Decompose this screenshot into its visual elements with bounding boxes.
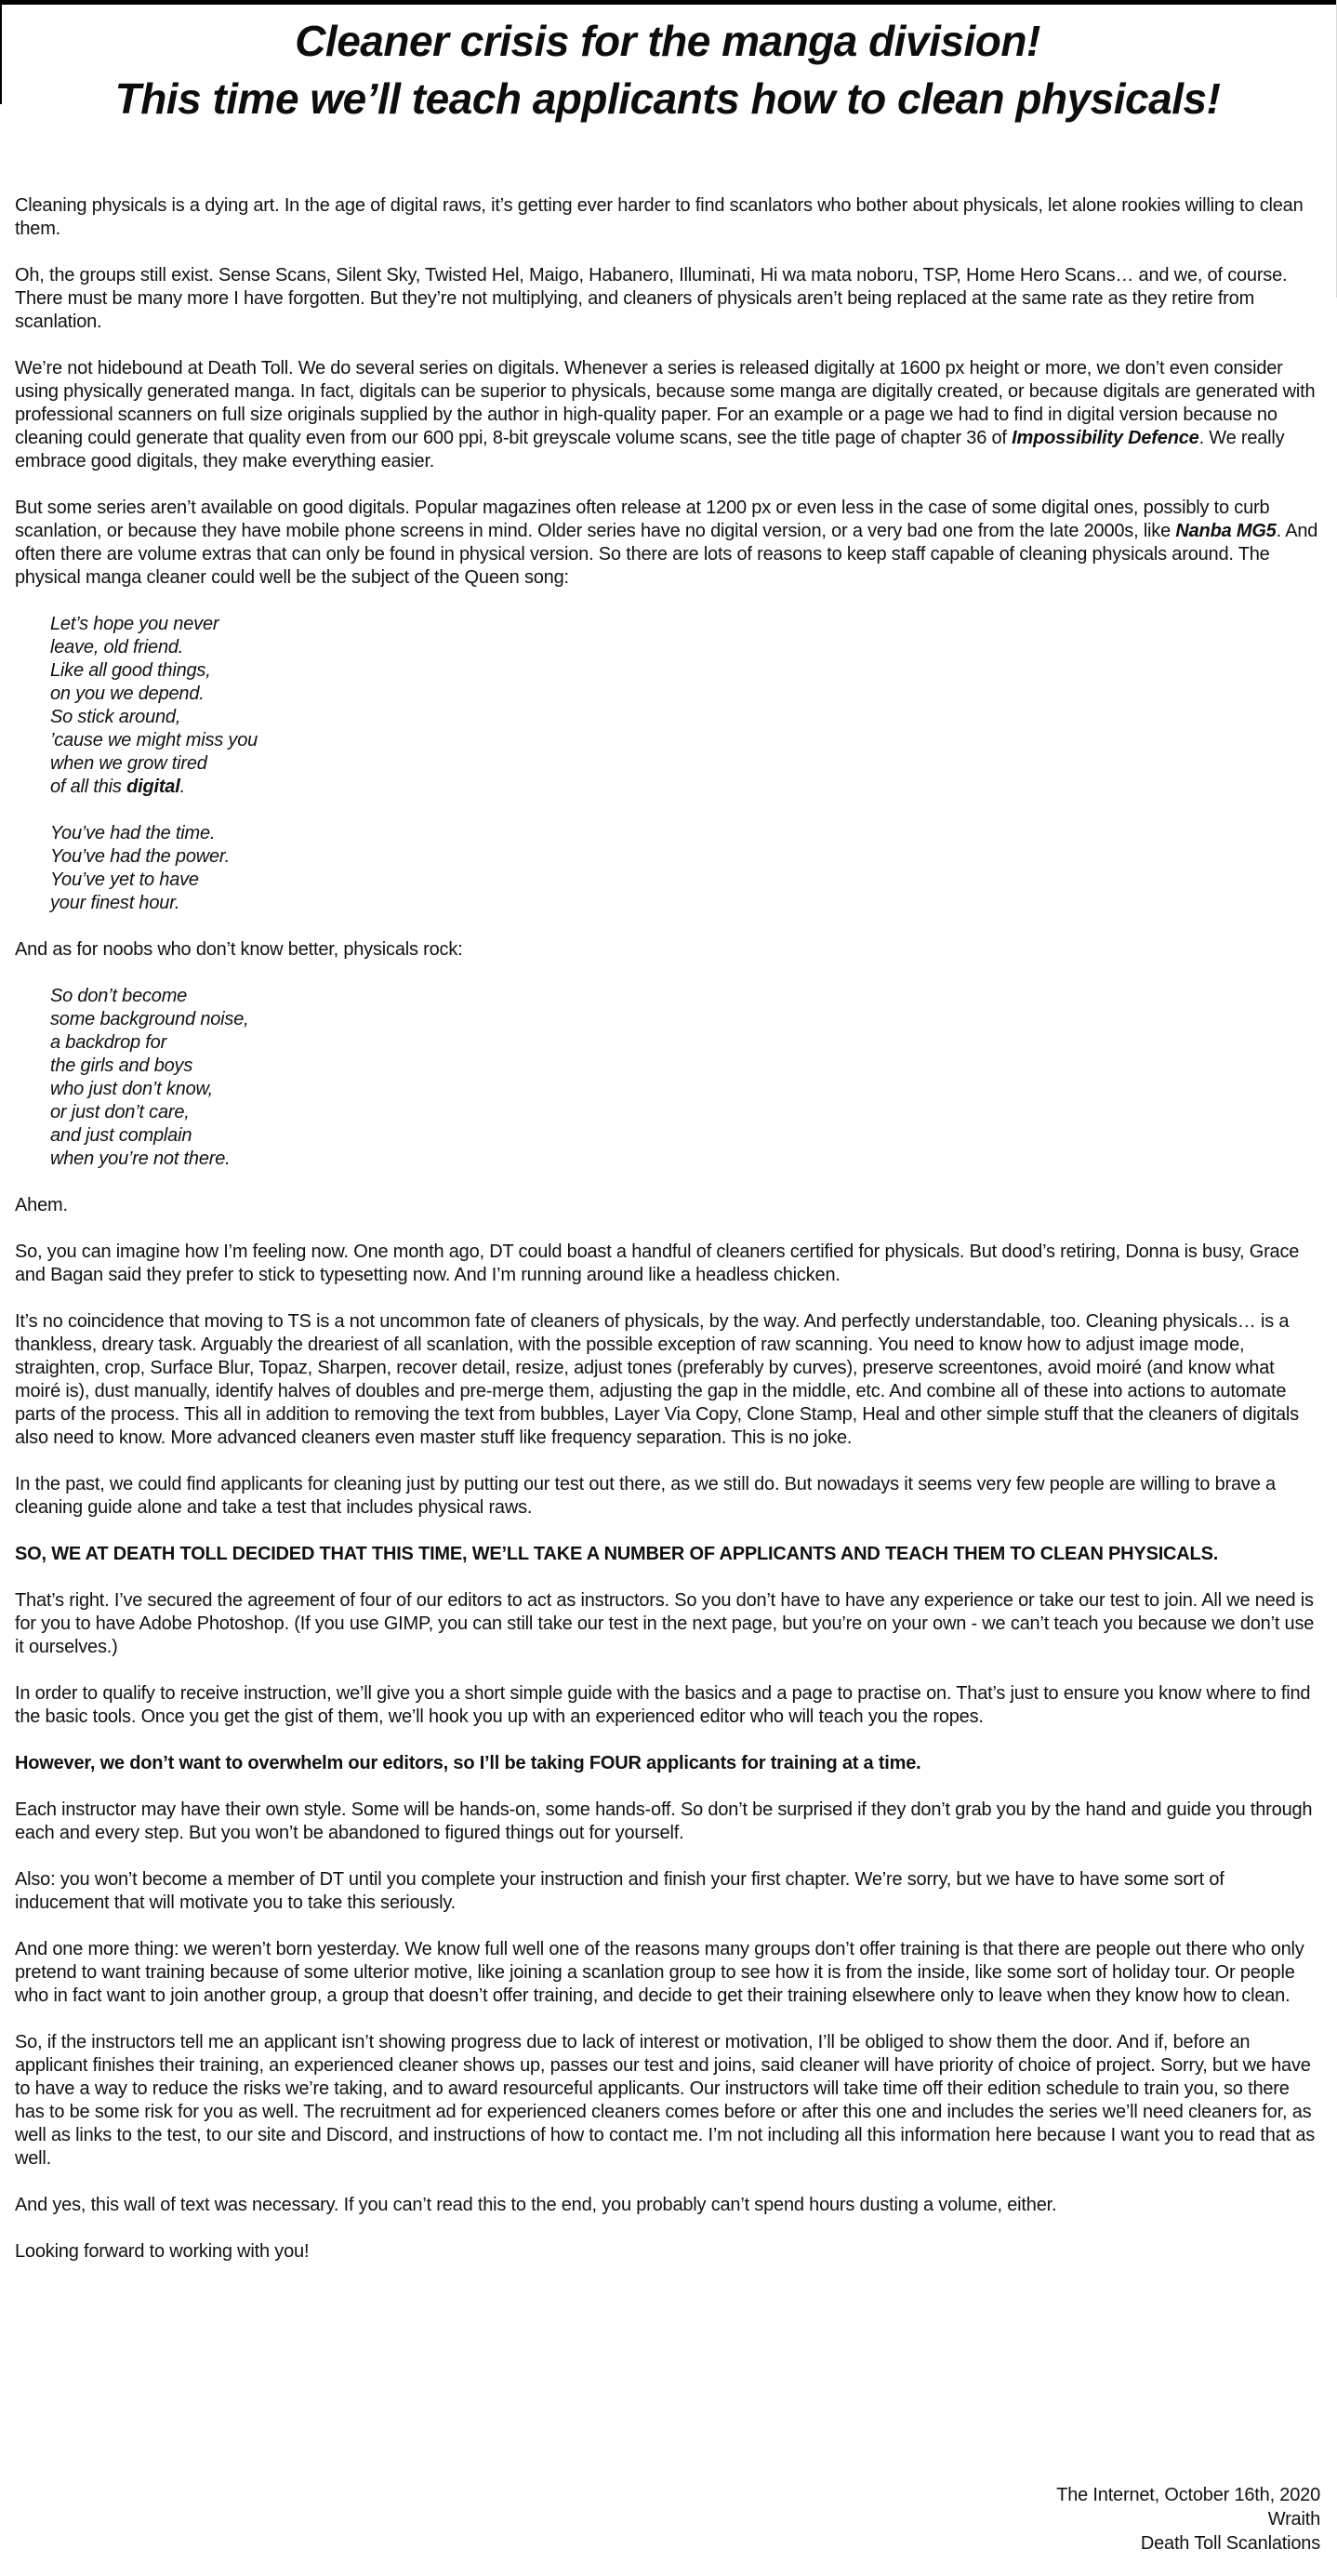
paragraph bbox=[15, 1310, 1320, 1450]
text-run: and just complain bbox=[50, 1125, 192, 1146]
paragraph bbox=[15, 2031, 1320, 2171]
text-run: the girls and boys bbox=[50, 1056, 193, 1076]
text-run: So don’t become bbox=[50, 986, 188, 1006]
quote-block bbox=[15, 822, 1320, 915]
paragraph bbox=[15, 497, 1320, 590]
paragraph bbox=[15, 1682, 1320, 1729]
text-run: on you we depend. bbox=[50, 684, 205, 704]
text-run: Like all good things, bbox=[50, 660, 211, 681]
paragraph bbox=[15, 2240, 1320, 2264]
text-run: In order to qualify to receive instruction, we’ll give you a short simple guide with the basics and a page to practise on. That’s just to ensure you know where to find the basic tools. Once you get the gist of them, we’ll hook you up with an experienced editor who will teach you the ropes. bbox=[15, 1683, 1311, 1727]
paragraph bbox=[15, 1799, 1320, 1845]
text-run: leave, old friend. bbox=[50, 637, 184, 657]
text-run: who just don’t know, bbox=[50, 1079, 213, 1099]
text-run: Nanba MG5 bbox=[1175, 521, 1277, 541]
text-run: a backdrop for bbox=[50, 1032, 167, 1053]
text-run: your finest hour. bbox=[50, 893, 180, 913]
paragraph bbox=[15, 194, 1320, 241]
text-run: We’re not hidebound at Death Toll. We do several series on digitals. Whenever a series is released digitally at 1600 px height or more, we don’t even consider using physically generated manga. In fact, digitals can be superior to physicals, because some manga are digitally created, or because digitals are generated with professional scanners on full size originals supplied by the author in high-quality paper. For an example or a page we had to find in digital version because no cleaning could generate that quality even from our 600 ppi, 8-bit greyscale volume scans, see the title page of chapter 36 of bbox=[15, 358, 1316, 448]
quote-block bbox=[15, 613, 1320, 799]
text-run: However, we don’t want to overwhelm our editors, so I’ll be taking FOUR applicants for training at a time. bbox=[15, 1753, 921, 1773]
text-run: Looking forward to working with you! bbox=[15, 2241, 310, 2262]
text-run: But some series aren’t available on good digitals. Popular magazines often release at 1200 px or even less in the case of some digital ones, possibly to curb scanlation, or because they have mobile phone screens in mind. Older series have no digital version, or a very bad one from the late 2000s, like bbox=[15, 498, 1270, 541]
paragraph bbox=[15, 1868, 1320, 1915]
text-run: . We really embrace good digitals, they make everything easier. bbox=[15, 428, 1285, 471]
text-run: when we grow tired bbox=[50, 753, 207, 774]
text-run: So stick around, bbox=[50, 707, 181, 727]
paragraph bbox=[15, 1194, 1320, 1217]
text-run: So, you can imagine how I’m feeling now. One month ago, DT could boast a handful of cleaners certified for physicals. But dood’s retiring, Donna is busy, Grace and Bagan said they prefer to stick to typesetting now. And I’m running around like a headless chicken. bbox=[15, 1242, 1300, 1285]
signature-line-author: Wraith bbox=[1267, 2509, 1320, 2530]
text-run: when you’re not there. bbox=[50, 1149, 231, 1169]
text-run: SO, WE AT DEATH TOLL DECIDED THAT THIS TIME, WE’LL TAKE A NUMBER OF APPLICANTS AND TEACH THEM TO CLEAN PHYSICALS. bbox=[15, 1544, 1219, 1564]
text-run: It’s no coincidence that moving to TS is a not uncommon fate of cleaners of physicals, by the way. And perfectly understandable, too. Cleaning physicals… is a thankless, dreary task. Arguably the dreariest of all scanlation, with the possible exception of raw scanning. You need to know how to adjust image mode, straighten, crop, Surface Blur, Topaz, Sharpen, recover detail, resize, adjust tones (preferably by curves), preserve screentones, avoid moiré (and know what moiré is), dust manually, identify halves of doubles and pre-merge them, adjusting the gap in the middle, etc. And combine all of these into actions to automate parts of the process. This all in addition to removing the text from bubbles, Layer Via Copy, Clone Stamp, Heal and other simple stuff that the cleaners of digitals also need to know. More advanced cleaners even master stuff like frequency separation. This is no joke. bbox=[15, 1311, 1299, 1448]
paragraph bbox=[15, 1241, 1320, 1287]
text-run: So, if the instructors tell me an applicant isn’t showing progress due to lack of interest or motivation, I’ll be obliged to show them the door. And if, before an applicant finishes their training, an experienced cleaner shows up, passes our test and joins, said cleaner will have priority of choice of project. Sorry, but we have to have a way to reduce the risks we’re taking, and to award resourceful applicants. Our instructors will take time off their edition schedule to train you, so there has to be some risk for you as well. The recruitment ad for experienced cleaners comes before or after this one and includes the series we’ll need cleaners for, as well as links to the test, to our site and Discord, and instructions of how to contact me. I’m not including all this information here because I want you to read that as well. bbox=[15, 2032, 1316, 2169]
text-run: Each instructor may have their own style. Some will be hands-on, some hands-off. So don’t be surprised if they don’t grab you by the hand and guide you through each and every step. But you won’t be abandoned to figured things out for yourself. bbox=[15, 1799, 1313, 1843]
page-title bbox=[15, 12, 1320, 127]
text-run: . And often there are volume extras that can only be found in physical version. So there are lots of reasons to keep staff capable of cleaning physicals around. The physical manga cleaner could well be the subject of the Queen song: bbox=[15, 521, 1318, 588]
text-run: Cleaning physicals is a dying art. In the age of digital raws, it’s getting ever harder to find scanlators who bother about physicals, let alone rookies willing to clean them. bbox=[15, 195, 1304, 239]
paragraph bbox=[15, 2194, 1320, 2217]
text-run: Let’s hope you never bbox=[50, 614, 219, 634]
scan-artifact-top-bar bbox=[0, 0, 1337, 5]
document-paragraphs bbox=[15, 194, 1320, 2264]
quote-block bbox=[15, 985, 1320, 1171]
text-run: Also: you won’t become a member of DT until you complete your instruction and finish your first chapter. We’re sorry, but we have to have some sort of inducement that will motivate you to take this seriously. bbox=[15, 1869, 1224, 1913]
text-run: of all this bbox=[50, 777, 127, 797]
text-run: Oh, the groups still exist. Sense Scans, Silent Sky, Twisted Hel, Maigo, Habanero, Illuminati, Hi wa mata noboru, TSP, Home Hero Scans… and we, of course. There must be many more I have forgotten. But they’re not multiplying, and cleaners of physicals aren’t being replaced at the same rate as they retire from scanlation. bbox=[15, 265, 1288, 332]
text-run: Ahem. bbox=[15, 1195, 68, 1215]
signature-line-group: Death Toll Scanlations bbox=[1140, 2533, 1320, 2554]
text-run: You’ve had the power. bbox=[50, 846, 230, 867]
text-run: And as for noobs who don’t know better, physicals rock: bbox=[15, 939, 463, 960]
paragraph bbox=[15, 357, 1320, 473]
text-run: ’cause we might miss you bbox=[50, 730, 258, 750]
text-run: And one more thing: we weren’t born yesterday. We know full well one of the reasons many groups don’t offer training is that there are people out there who only pretend to want training because of some ulterior motive, like joining a scanlation group to see how it is from the inside, like some sort of holiday tour. Or people who in fact want to join another group, a group that doesn’t offer training, and decide to get their training elsewhere only to leave when they know how to clean. bbox=[15, 1939, 1304, 2006]
title-line-1: Cleaner crisis for the manga division! bbox=[295, 17, 1040, 65]
paragraph bbox=[15, 1589, 1320, 1659]
text-run: That’s right. I’ve secured the agreement of four of our editors to act as instructors. So you don’t have to have any experience or take our test to join. All we need is for you to have Adobe Photoshop. (If you use GIMP, you can still take our test in the next page, but you’re on your own - we can’t teach you because we don’t use it ourselves.) bbox=[15, 1590, 1315, 1657]
paragraph bbox=[15, 1752, 1320, 1775]
paragraph bbox=[15, 264, 1320, 334]
paragraph bbox=[15, 938, 1320, 962]
text-run: Impossibility Defence bbox=[1012, 428, 1199, 448]
signature bbox=[1056, 2483, 1320, 2556]
paragraph bbox=[15, 1543, 1320, 1566]
title-line-2: This time we’ll teach applicants how to clean physicals! bbox=[114, 74, 1221, 123]
text-run: You’ve had the time. bbox=[50, 823, 216, 843]
paragraph bbox=[15, 1938, 1320, 2008]
text-run: . bbox=[179, 777, 185, 797]
text-run: some background noise, bbox=[50, 1009, 249, 1029]
text-run: or just don’t care, bbox=[50, 1102, 190, 1122]
paragraph bbox=[15, 1473, 1320, 1520]
signature-line-place-date: The Internet, October 16th, 2020 bbox=[1056, 2485, 1320, 2505]
text-run: digital bbox=[126, 777, 180, 797]
text-run: And yes, this wall of text was necessary. If you can’t read this to the end, you probably can’t spend hours dusting a volume, either. bbox=[15, 2195, 1057, 2215]
scan-artifact-left-edge bbox=[0, 0, 2, 104]
text-run: You’ve yet to have bbox=[50, 870, 199, 890]
text-run: In the past, we could find applicants for cleaning just by putting our test out there, as we still do. But nowadays it seems very few people are willing to brave a cleaning guide alone and take a test that includes physical raws. bbox=[15, 1474, 1276, 1518]
